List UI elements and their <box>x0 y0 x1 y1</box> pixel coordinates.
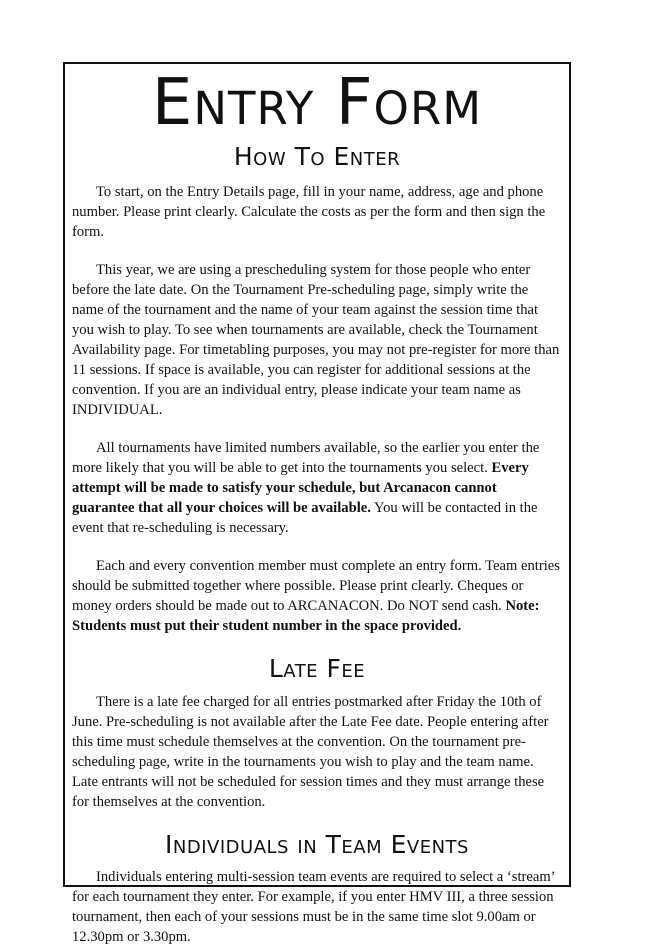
limited-numbers-text: All tournaments have limited numbers available, so the earlier you enter the more likely that you will be able to get into the tournaments you select. <box>72 440 540 476</box>
rescheduling-text: You will be contacted in the event that re-scheduling is necessary. <box>72 500 538 536</box>
paragraph-entry-form-requirement <box>72 556 562 636</box>
paragraph-prescheduling: This year, we are using a prescheduling system for those people who enter before the late date. On the Tournament Pre-scheduling page, simply write the name of the tournament and the name of your team against the session time that you wish to play. To see when tournaments are available, check the Tournament Availability page. For timetabling purposes, you may not pre-register for more than 11 sessions. If space is available, you can register for additional sessions at the convention. If you are an individual entry, please indicate your team name as INDIVIDUAL. <box>72 262 560 418</box>
schedule-guarantee-notice: Every attempt will be made to satisfy your schedule, but Arcanacon cannot guarantee that all your choices will be available. <box>72 460 529 516</box>
student-number-note: Note: Students must put their student number in the space provided. <box>72 598 540 634</box>
entry-form-frame <box>63 62 571 945</box>
heading-late-fee: Late Fee <box>268 654 366 683</box>
paragraph-entry-details: To start, on the Entry Details page, fill in your name, address, age and phone number. Please print clearly. Calculate the costs as per the form and then sign the form. <box>72 184 546 240</box>
paragraph-late-fee: There is a late fee charged for all entries postmarked after Friday the 10th of June. Pre-scheduling is not available after the Late Fee date. People entering after this time must schedule themselves at the convention. On the tournament pre-scheduling page, write in the tournaments you wish to play and the team name. Late entrants will not be scheduled for session times and they must arrange these for themselves at the convention. <box>72 694 549 810</box>
paragraph-individuals: Individuals entering multi-session team events are required to select a ‘stream’ for each tournament they enter. For example, if you enter HMV III, a three session tournament, then each of your sessions must be in the same time slot 9.00am or 12.30pm or 3.30pm. <box>72 869 555 945</box>
payment-instructions-text: Each and every convention member must complete an entry form. Team entries should be submitted together where possible. Please print clearly. Cheques or money orders should be made out to ARCANACON. Do NOT send cash. <box>72 558 560 614</box>
page-title: Entry Form <box>151 66 483 140</box>
heading-how-to-enter: How To Enter <box>233 142 401 171</box>
paragraph-limited-numbers <box>72 438 562 538</box>
heading-individuals-team-events: Individuals in Team Events <box>165 830 469 859</box>
